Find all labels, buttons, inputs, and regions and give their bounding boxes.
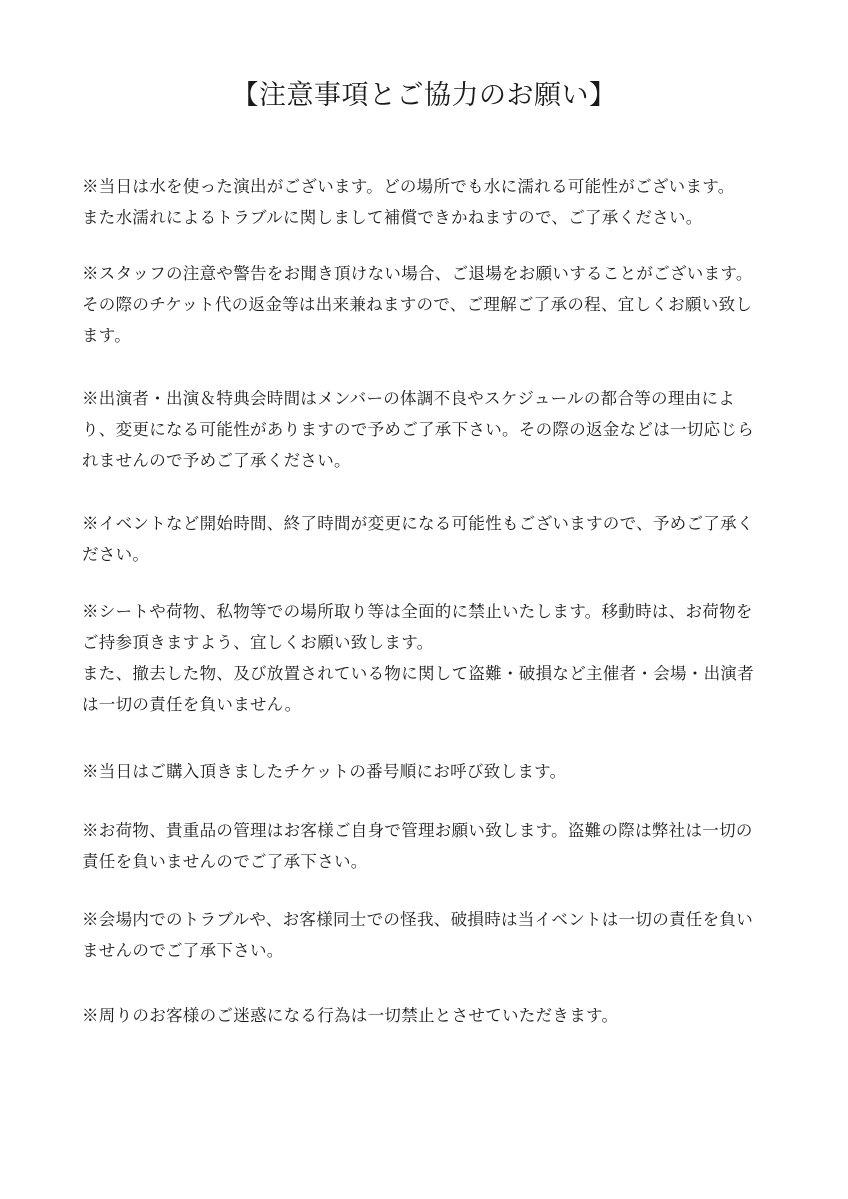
notice-line: ませんのでご了承下さい。 (82, 941, 284, 960)
notice-line: その際のチケット代の返金等は出来兼ねますので、ご理解ご了承の程、宜しくお願い致し (82, 295, 753, 314)
notice-event-time (82, 508, 772, 570)
notice-water (82, 171, 772, 233)
notice-valuables (82, 815, 772, 877)
notice-line: れませんので予めご了承ください。 (82, 451, 351, 470)
notice-line: また水濡れによるトラブルに関しまして補償できかねますので、ご了承ください。 (82, 208, 703, 227)
page-title: 【注意事項とご協力のお願い】 (231, 80, 617, 111)
notice-line: また、撤去した物、及び放置されている物に関して盗難・破損など主催者・会場・出演者 (82, 664, 754, 683)
notice-line: ※お荷物、貴重品の管理はお客様ご自身で管理お願い致します。盗難の際は弊社は一切の (82, 821, 753, 840)
notice-line: ます。 (82, 326, 132, 345)
notice-line: ご持参頂きますよう、宜しくお願い致します。 (82, 633, 434, 652)
notice-ticket-order (82, 756, 772, 787)
notice-line: ※当日は水を使った演出がございます。どの場所でも水に濡れる可能性がございます。 (82, 177, 735, 196)
notice-line: ※イベントなど開始時間、終了時間が変更になる可能性もございますので、予めご了承く (82, 514, 754, 533)
notice-line: ださい。 (82, 545, 150, 564)
notice-line: ※当日はご購入頂きましたチケットの番号順にお呼び致します。 (82, 762, 567, 781)
notice-line: は一切の責任を負いません。 (82, 695, 302, 714)
notice-schedule-change (82, 383, 772, 476)
notice-nuisance (82, 1000, 772, 1031)
notice-line: ※出演者・出演＆特典会時間はメンバーの体調不良やスケジュールの都合等の理由によ (82, 389, 736, 408)
notice-line: 責任を負いませんのでご了承下さい。 (82, 852, 368, 871)
notice-line: り、変更になる可能性がありますので予めご了承下さい。その際の返金などは一切応じら (82, 420, 754, 439)
notice-line: ※スタッフの注意や警告をお聞き頂けない場合、ご退場をお願いすることがございます。 (82, 264, 753, 283)
notice-trouble (82, 904, 772, 966)
notice-line: ※シートや荷物、私物等での場所取り等は全面的に禁止いたします。移動時は、お荷物を (82, 602, 753, 621)
notice-line: ※周りのお客様のご迷惑になる行為は一切禁止とさせていただきます。 (82, 1006, 619, 1025)
notice-belongings-space (82, 596, 772, 720)
notice-staff-warning (82, 258, 772, 351)
notice-line: ※会場内でのトラブルや、お客様同士での怪我、破損時は当イベントは一切の責任を負い (82, 910, 754, 929)
